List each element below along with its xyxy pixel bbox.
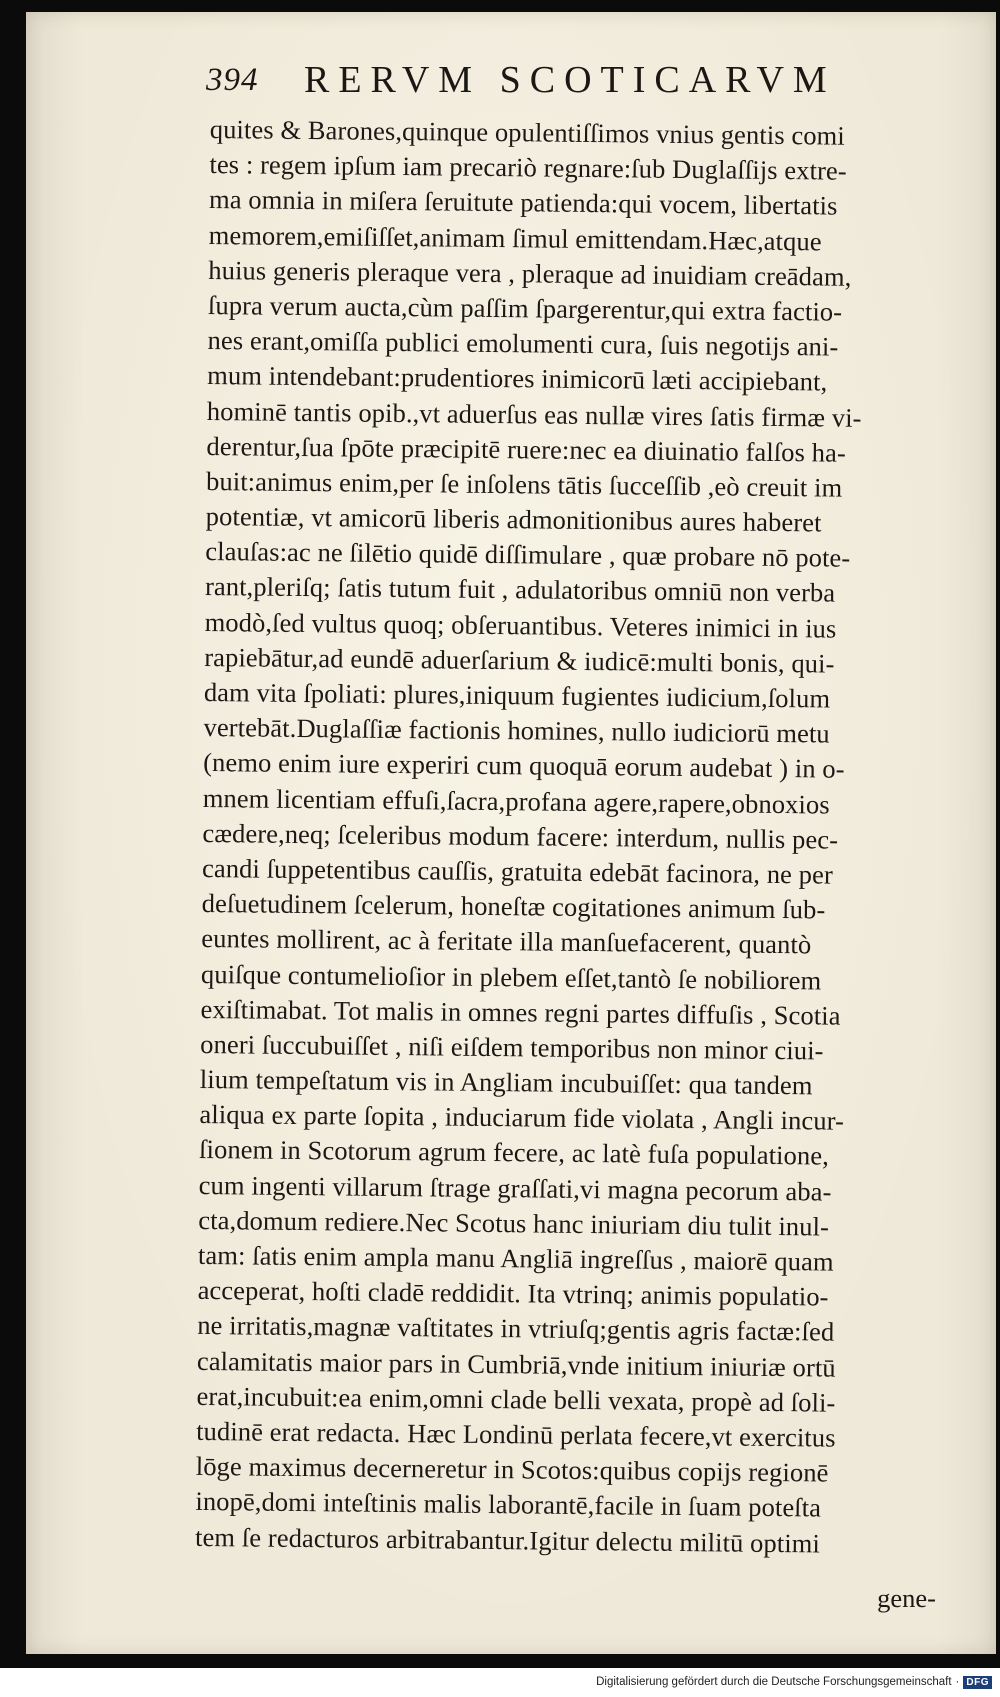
text-line: (nemo enim iure experiri cum quoquā eorum audebat ) in o- xyxy=(203,747,845,785)
text-line: mum intendebant:prudentiores inimicorū læti accipiebant, xyxy=(207,360,828,397)
page-number: 394 xyxy=(206,62,259,98)
text-line: clauſas:ac ne ſilētio quidē diſſimulare , quæ probare nō pote- xyxy=(205,536,851,573)
text-line: euntes mollirent, ac à feritate illa manſuefacerent, quantò xyxy=(201,923,812,960)
book-page xyxy=(26,12,996,1654)
text-line: quites & Barones,quinque opulentiſſimos vnius gentis comi xyxy=(209,113,845,151)
text-line: calamitatis maior pars in Cumbriā,vnde initium iniuriæ ortū xyxy=(196,1345,836,1383)
text-line: rapiebātur,ad eundē aduerſarium & iudicē:multi bonis, qui- xyxy=(204,641,835,679)
catchword: gene- xyxy=(877,1583,936,1613)
text-line: ſionem in Scotorum agrum fecere, ac latè fuſa populatione, xyxy=(198,1134,830,1171)
text-line: lōge maximus decerneretur in Scotos:quibus copijs regionē xyxy=(195,1451,829,1488)
text-line: quiſque contumelioſior in plebem eſſet,tantò ſe nobiliorem xyxy=(200,958,822,995)
digitization-credit: Digitalisierung gefördert durch die Deutsche Forschungsgemeinschaft · DFG xyxy=(596,1671,992,1693)
text-line: hominē tantis opib.,vt aduerſus eas nullæ vires ſatis firmæ vi- xyxy=(206,395,862,433)
text-line: memorem,emiſiſſet,animam ſimul emittendam.Hæc,atque xyxy=(208,219,822,256)
text-line: candi ſuppetentibus cauſſis, gratuita edebāt facinora, ne per xyxy=(201,852,834,890)
text-line: tam: ſatis enim ampla manu Angliā ingreſſus , maiorē quam xyxy=(197,1239,834,1277)
text-line: mnem licentiam effuſi,ſacra,profana agere,rapere,obnoxios xyxy=(202,782,830,820)
text-line: rant,pleriſq; ſatis tutum fuit , adulatoribus omniū non verba xyxy=(204,571,836,609)
text-line: ma omnia in miſera ſeruitute patienda:qui vocem, libertatis xyxy=(208,184,838,221)
text-line: tem ſe redacturos arbitrabantur.Igitur delectu militū optimi xyxy=(194,1521,821,1558)
text-line: buit:animus enim,per ſe inſolens tātis ſucceſſib ,eò creuit im xyxy=(205,465,843,503)
text-line: vertebāt.Duglaſſiæ factionis homines, nullo iudiciorū metu xyxy=(203,712,830,749)
text-line: dam vita ſpoliati: plures,iniquum fugientes iudicium,ſolum xyxy=(203,676,831,714)
text-line: erat,incubuit:ea enim,omni clade belli vexata, propè ad ſoli- xyxy=(196,1380,836,1418)
credit-text: Digitalisierung gefördert durch die Deutsche Forschungsgemeinschaft xyxy=(596,1676,952,1688)
text-line: derentur,ſua ſpōte præcipitē ruere:nec ea diuinatio falſos ha- xyxy=(206,430,847,468)
text-line: cum ingenti villarum ſtrage graſſati,vi magna pecorum aba- xyxy=(198,1169,832,1207)
text-line: nes erant,omiſſa publici emolumenti cura, ſuis negotijs ani- xyxy=(207,325,839,362)
text-line: exiſtimabat. Tot malis in omnes regni partes diffuſis , Scotia xyxy=(200,993,841,1031)
dfg-logo: DFG xyxy=(963,1676,992,1689)
text-line: oneri ſuccubuiſſet , niſi eiſdem temporibus non minor ciui- xyxy=(200,1028,824,1066)
text-line: ne irritatis,magnæ vaſtitates in vtriuſq;gentis agris factæ:ſed xyxy=(197,1310,835,1347)
text-line: potentiæ, vt amicorū liberis admonitionibus aures haberet xyxy=(205,501,822,538)
running-title: RERVM SCOTICARVM xyxy=(304,59,836,101)
text-line: tudinē erat redacta. Hæc Londinū perlata fecere,vt exercitus xyxy=(196,1415,836,1453)
text-line: aliqua ex parte ſopita , induciarum fide violata , Angli incur- xyxy=(199,1099,845,1136)
page-header xyxy=(206,56,886,108)
text-line: huius generis pleraque vera , pleraque ad inuidiam creādam, xyxy=(208,254,852,292)
text-line: tes : regem ipſum iam precariò regnare:ſub Duglaſſijs extre- xyxy=(209,149,847,186)
text-line: modò,ſed vultus quoq; obſeruantibus. Veteres inimici in ius xyxy=(204,606,837,644)
text-line: deſuetudinem ſcelerum, honeſtæ cogitationes animum ſub- xyxy=(201,888,826,925)
text-line: inopē,domi inteſtinis malis laborantē,facile in ſuam poteſta xyxy=(195,1486,822,1523)
text-line: cta,domum rediere.Nec Scotus hanc iniuriam diu tulit inul- xyxy=(198,1204,830,1242)
text-line: acceperat, hoſti cladē reddidit. Ita vtrinq; animis populatio- xyxy=(197,1275,829,1312)
text-line: ſupra verum aucta,cùm paſſim ſpargerentur,qui extra factio- xyxy=(207,289,843,327)
text-line: cædere,neq; ſceleribus modum facere: interdum, nullis pec- xyxy=(202,817,839,855)
body-text xyxy=(195,112,1000,1563)
text-line: lium tempeſtatum vis in Angliam incubuiſſet: qua tandem xyxy=(199,1064,813,1101)
